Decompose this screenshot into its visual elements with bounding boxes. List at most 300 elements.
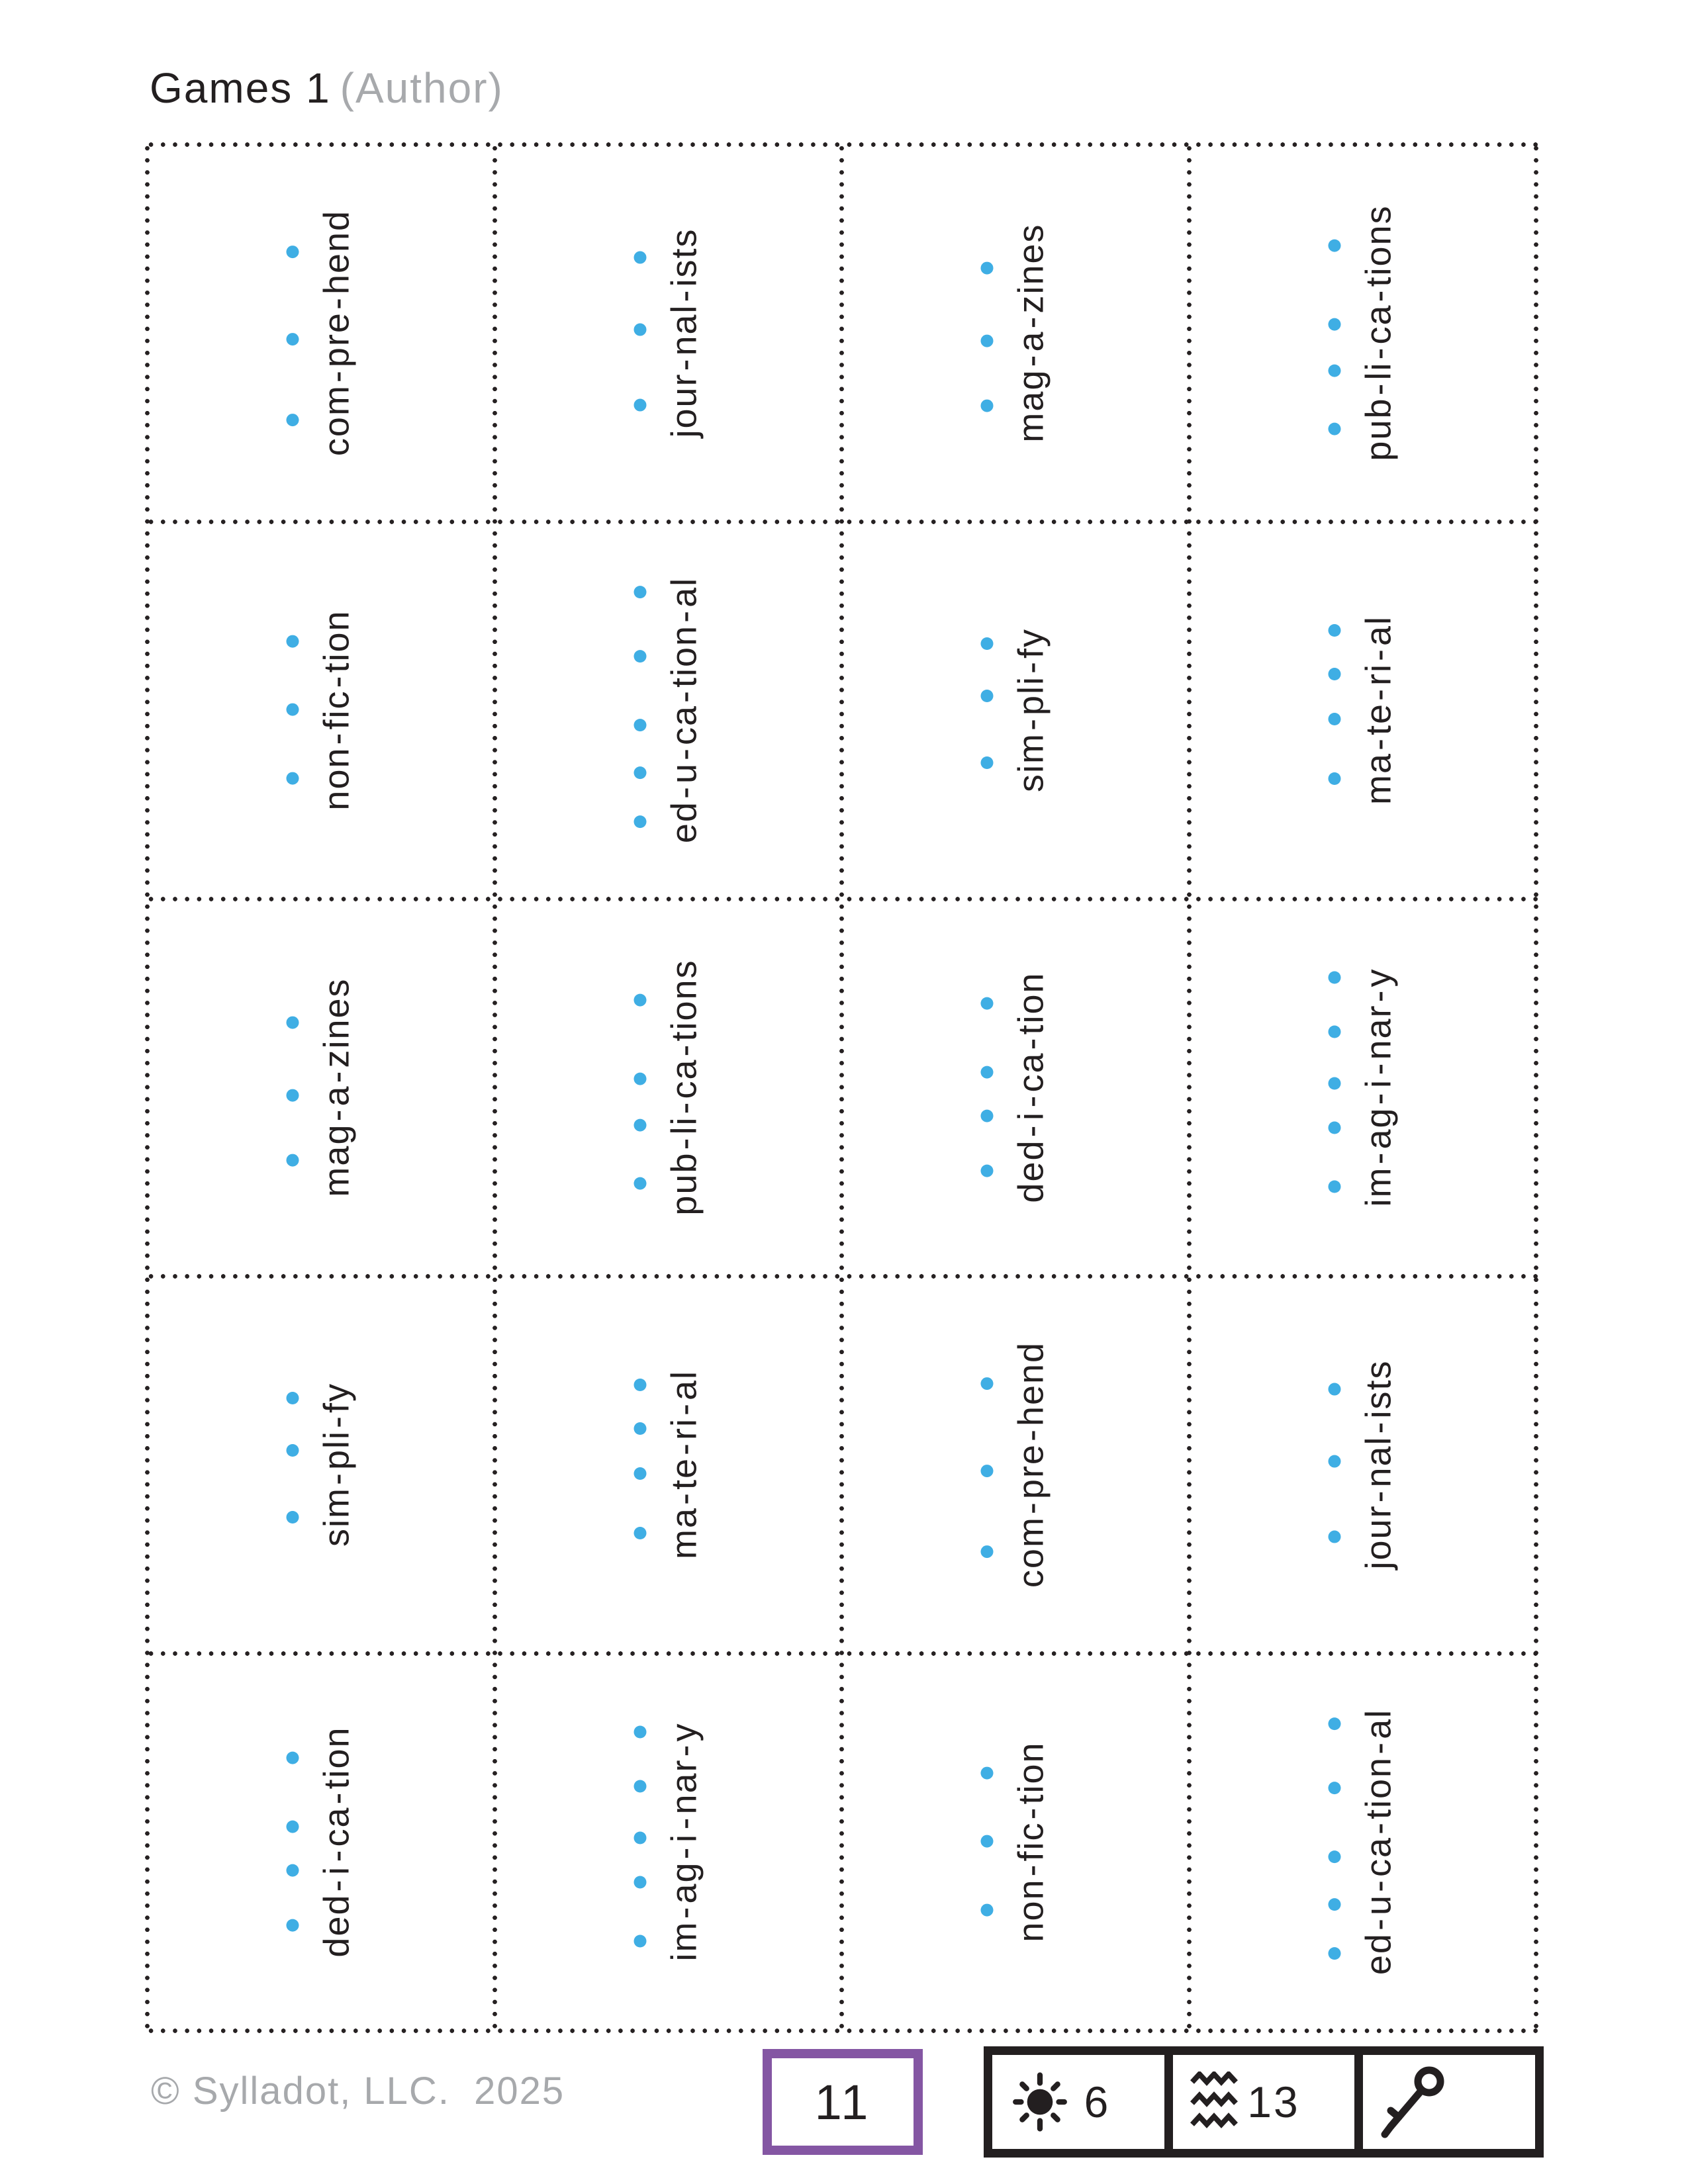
syllable-row	[633, 228, 702, 437]
syllable-card	[147, 1276, 494, 1653]
rotated-word	[1328, 1359, 1399, 1570]
syllable-text: sim	[316, 1487, 357, 1547]
syllable-text: fic	[316, 690, 357, 730]
syllable-hyphen: -	[1358, 737, 1399, 751]
rotated-word	[981, 972, 1049, 1203]
syllable-card	[1189, 522, 1536, 899]
syllable	[287, 1893, 355, 1957]
syllable-hyphen: -	[664, 1043, 704, 1057]
rotated-word	[981, 1741, 1049, 1942]
syllable-dot-icon	[633, 719, 646, 731]
syllable-text: u	[1358, 1894, 1399, 1916]
syllable-dot-icon	[981, 1835, 994, 1848]
syllable-card	[147, 522, 494, 899]
syllable-text: i	[1358, 1078, 1399, 1088]
syllable-text: al	[1358, 1708, 1399, 1739]
syllable-row	[1328, 1359, 1399, 1570]
syllable	[287, 312, 355, 367]
syllable	[1328, 1107, 1399, 1150]
syllable-text: ca	[1358, 304, 1399, 345]
syllable-text: ded	[1011, 1139, 1051, 1203]
syllable-dot-icon	[1328, 1782, 1340, 1794]
syllable-dot-icon	[287, 772, 299, 785]
syllable-dot-icon	[1328, 1122, 1340, 1134]
sun-icon	[1009, 2071, 1070, 2132]
syllable-hyphen: -	[664, 609, 704, 623]
syllable-row	[981, 1342, 1049, 1588]
syllable-text: y	[664, 1722, 704, 1742]
syllable-text: ca	[1358, 1836, 1399, 1878]
syllable-text: li	[664, 1116, 704, 1135]
syllable-row	[633, 1370, 702, 1559]
legend-sun-cell	[992, 2055, 1164, 2149]
syllable-text: ca	[1011, 1052, 1051, 1093]
syllable-dot-icon	[1328, 772, 1340, 785]
syllable-text: ca	[316, 1806, 357, 1847]
syllable-dot-icon	[633, 1935, 646, 1948]
syllable-text: ists	[1358, 1359, 1399, 1419]
syllable	[1328, 1933, 1399, 1976]
syllable-dot-icon	[981, 756, 994, 769]
syllable-dot-icon	[981, 262, 994, 275]
dotted-grid-line-vertical	[1534, 142, 1538, 2033]
syllable-text: ma	[1358, 752, 1399, 805]
syllable-card	[494, 1653, 842, 2030]
syllable-row	[1328, 1708, 1399, 1976]
syllable-hyphen: -	[1011, 1428, 1051, 1442]
syllable-dot-icon	[981, 1766, 994, 1779]
syllable-row	[633, 959, 702, 1215]
syllable	[1328, 702, 1399, 736]
syllable-hyphen: -	[1358, 648, 1399, 661]
syllable-text: ma	[664, 1507, 704, 1560]
syllable-dot-icon	[633, 1467, 646, 1480]
syllable-text: jour	[664, 373, 704, 438]
syllable-dot-icon	[1328, 1383, 1340, 1395]
syllable-dot-icon	[633, 994, 646, 1007]
rotated-word	[1328, 968, 1399, 1207]
syllable	[1328, 1894, 1399, 1916]
syllable-row	[981, 1741, 1049, 1942]
syllable-hyphen: -	[316, 1415, 357, 1428]
syllable	[633, 1370, 702, 1400]
syllable-text: jour	[1358, 1504, 1399, 1570]
syllable-dot-icon	[633, 324, 646, 336]
syllable	[981, 1139, 1049, 1203]
syllable-dot-icon	[287, 414, 299, 427]
syllable-text: ag	[664, 1861, 704, 1904]
syllable-text: com	[1011, 1516, 1051, 1588]
rotated-word	[981, 628, 1049, 792]
syllable-dot-icon	[1328, 713, 1340, 725]
syllable	[981, 1342, 1049, 1426]
rotated-word	[633, 1722, 702, 1961]
syllable-text: tions	[664, 959, 704, 1042]
syllable	[287, 1726, 355, 1789]
dotted-grid-line-vertical	[145, 142, 150, 2033]
syllable-text: ists	[664, 228, 704, 287]
syllable	[981, 1741, 1049, 1804]
syllable-hyphen: -	[1358, 1091, 1399, 1105]
syllable-text: tion	[664, 624, 704, 688]
syllable	[633, 577, 702, 608]
page-title	[150, 65, 504, 111]
syllable-hyphen: -	[664, 1492, 704, 1505]
syllable-dot-icon	[633, 816, 646, 829]
syllable-dot-icon	[981, 1165, 994, 1177]
syllable	[287, 1085, 355, 1106]
syllable-hyphen: -	[1011, 1036, 1051, 1050]
syllable-dot-icon	[287, 1444, 299, 1457]
syllable-hyphen: -	[1358, 1151, 1399, 1165]
syllable	[287, 210, 355, 295]
syllable-dot-icon	[981, 637, 994, 650]
syllable-hyphen: -	[1358, 346, 1399, 360]
syllable-dot-icon	[1328, 668, 1340, 681]
syllable-text: i	[1011, 1111, 1051, 1120]
syllable-text: al	[1358, 615, 1399, 647]
rotated-word	[1328, 1708, 1399, 1976]
syllable-dot-icon	[287, 1511, 299, 1524]
syllable-text: mag	[316, 1123, 357, 1197]
syllable	[981, 733, 1049, 792]
syllable	[1328, 1166, 1399, 1207]
syllable-row	[633, 577, 702, 843]
syllable	[287, 1487, 355, 1547]
key-icon	[1380, 2063, 1446, 2141]
waves-icon	[1190, 2071, 1247, 2132]
syllable-hyphen: -	[1358, 687, 1399, 701]
syllable	[287, 1430, 355, 1470]
syllable-hyphen: -	[1358, 1879, 1399, 1892]
syllable	[1328, 663, 1399, 686]
page-title-text: Games 1	[150, 64, 331, 112]
syllable	[633, 1921, 702, 1962]
syllable-hyphen: -	[664, 1441, 704, 1455]
syllable-dot-icon	[981, 997, 994, 1009]
syllable	[633, 1722, 702, 1741]
syllable	[287, 1383, 355, 1413]
syllable-hyphen: -	[1011, 717, 1051, 731]
syllable-dot-icon	[1328, 423, 1340, 435]
syllable	[633, 1507, 702, 1559]
syllable-text: pre	[1011, 1443, 1051, 1500]
syllable-dot-icon	[287, 1864, 299, 1877]
syllable-card	[841, 522, 1189, 899]
syllable-dot-icon	[287, 635, 299, 647]
syllable-text: mag	[1011, 369, 1051, 443]
dotted-grid-line-vertical	[492, 142, 497, 2033]
syllable-hyphen: -	[664, 1136, 704, 1150]
rotated-word	[1328, 615, 1399, 805]
rotated-word	[287, 1383, 355, 1547]
syllable-dot-icon	[1328, 1181, 1340, 1193]
page-title-subtitle: (Author)	[340, 64, 504, 112]
syllable-card	[841, 144, 1189, 522]
syllable	[981, 972, 1049, 1034]
syllable-text: fy	[316, 1383, 357, 1414]
syllable	[633, 1116, 702, 1135]
syllable-dot-icon	[981, 1377, 994, 1390]
syllable-card	[147, 144, 494, 522]
syllable-text: ca	[664, 704, 704, 746]
syllable-text: pli	[316, 1430, 357, 1471]
syllable-dot-icon	[633, 767, 646, 780]
syllable-text: tion	[1358, 1756, 1399, 1819]
syllable-text: fy	[1011, 628, 1051, 659]
syllable-text: nar	[664, 1758, 704, 1815]
syllable-text: ed	[664, 801, 704, 844]
syllable-row	[981, 972, 1049, 1203]
syllable	[1328, 397, 1399, 461]
syllable-hyphen: -	[316, 1878, 357, 1892]
rotated-word	[287, 210, 355, 456]
syllable-text: nar	[1358, 1004, 1399, 1060]
syllable-hyphen: -	[664, 1743, 704, 1757]
syllable	[1328, 1836, 1399, 1878]
syllable-dot-icon	[1328, 318, 1340, 331]
rotated-word	[287, 978, 355, 1197]
syllable	[287, 690, 355, 729]
syllable-text: ag	[1358, 1107, 1399, 1150]
syllable	[287, 610, 355, 672]
syllable-hyphen: -	[664, 1816, 704, 1830]
syllable-hyphen: -	[1358, 289, 1399, 302]
syllable-dot-icon	[1328, 1077, 1340, 1089]
syllable-hyphen: -	[1358, 1489, 1399, 1503]
syllable-dot-icon	[1328, 1850, 1340, 1863]
syllable-dot-icon	[1328, 1948, 1340, 1960]
syllable-hyphen: -	[1358, 1821, 1399, 1835]
syllable-card	[494, 522, 842, 899]
syllable-hyphen: -	[316, 1791, 357, 1805]
syllable	[981, 1110, 1049, 1122]
syllable	[1328, 1004, 1399, 1060]
syllable-card	[1189, 1276, 1536, 1653]
syllable-dot-icon	[981, 335, 994, 347]
syllable-hyphen: -	[1358, 989, 1399, 1003]
syllable-dot-icon	[287, 1154, 299, 1167]
syllable-row	[287, 610, 355, 810]
syllable-dot-icon	[981, 1465, 994, 1478]
syllable	[1328, 361, 1399, 381]
legend-box	[984, 2046, 1544, 2158]
syllable-dot-icon	[633, 1780, 646, 1793]
syllable-dot-icon	[981, 1546, 994, 1559]
syllable-text: ri	[664, 1418, 704, 1440]
syllable-card	[147, 1653, 494, 2030]
syllable-text: hend	[316, 209, 357, 295]
syllable-dot-icon	[287, 1392, 299, 1404]
syllable	[633, 1418, 702, 1440]
syllable-text: i	[664, 1833, 704, 1843]
syllable-hyphen: -	[1011, 1863, 1051, 1877]
syllable-hyphen: -	[316, 369, 357, 383]
syllable	[287, 385, 355, 456]
syllable-dot-icon	[287, 704, 299, 716]
dotted-grid-line-vertical	[1187, 142, 1192, 2033]
syllable-text: ca	[664, 1058, 704, 1099]
syllable-hyphen: -	[316, 1472, 357, 1486]
syllable-text: fic	[1011, 1821, 1051, 1862]
syllable	[287, 1864, 355, 1877]
syllable-card	[1189, 1653, 1536, 2030]
syllable-row	[633, 1722, 702, 1961]
legend-key-cell	[1363, 2055, 1535, 2149]
syllable-card	[841, 1276, 1189, 1653]
dotted-grid-line-vertical	[839, 142, 844, 2033]
syllable	[633, 959, 702, 1041]
syllable-hyphen: -	[664, 747, 704, 760]
syllable-hyphen: -	[1358, 1420, 1399, 1434]
rotated-word	[633, 228, 702, 437]
syllable-text: im	[664, 1921, 704, 1962]
syllable-row	[287, 1726, 355, 1957]
syllable-dot-icon	[1328, 971, 1340, 983]
syllable	[981, 369, 1049, 443]
syllable	[981, 628, 1049, 659]
syllable-row	[981, 628, 1049, 792]
syllable-text: tions	[1358, 205, 1399, 287]
syllable-dot-icon	[287, 1017, 299, 1029]
syllable	[1328, 1708, 1399, 1739]
syllable-dot-icon	[633, 1379, 646, 1392]
syllable	[981, 1821, 1049, 1861]
syllable-dot-icon	[1328, 625, 1340, 637]
syllable-text: pub	[1358, 397, 1399, 461]
syllable-text: tion	[316, 1726, 357, 1790]
syllable-hyphen: -	[1011, 1124, 1051, 1138]
syllable	[633, 1861, 702, 1903]
syllable-hyphen: -	[316, 674, 357, 688]
syllable-row	[981, 223, 1049, 442]
syllable-hyphen: -	[316, 731, 357, 745]
syllable	[633, 304, 702, 355]
syllable-dot-icon	[1328, 1455, 1340, 1468]
syllable-dot-icon	[633, 399, 646, 412]
syllable	[981, 676, 1049, 715]
syllable-dot-icon	[287, 1919, 299, 1932]
syllable	[1328, 205, 1399, 287]
rotated-word	[287, 1726, 355, 1957]
syllable-hyphen: -	[664, 1846, 704, 1860]
syllable-hyphen: -	[1011, 660, 1051, 674]
syllable	[1328, 1756, 1399, 1819]
syllable-text: li	[1358, 361, 1399, 381]
syllable	[633, 1457, 702, 1490]
syllable-hyphen: -	[1011, 1806, 1051, 1820]
syllable-row	[1328, 205, 1399, 461]
syllable-dot-icon	[287, 334, 299, 346]
syllable	[633, 705, 702, 745]
syllable-dot-icon	[981, 1066, 994, 1079]
syllable-hyphen: -	[664, 1101, 704, 1115]
syllable-dot-icon	[1328, 240, 1340, 252]
syllable-dot-icon	[633, 1876, 646, 1889]
syllable-hyphen: -	[664, 1905, 704, 1919]
syllable-text: im	[1358, 1166, 1399, 1207]
syllable	[633, 373, 702, 437]
syllable-hyphen: -	[664, 289, 704, 302]
syllable-dot-icon	[1328, 1899, 1340, 1911]
syllable-text: a	[316, 1085, 357, 1107]
syllable-text: sim	[1011, 733, 1051, 792]
syllable-dot-icon	[981, 1110, 994, 1122]
syllable-text: te	[664, 1457, 704, 1490]
syllable-dot-icon	[633, 251, 646, 263]
syllable	[981, 1443, 1049, 1499]
syllable	[287, 747, 355, 810]
syllable-hyphen: -	[1358, 1917, 1399, 1931]
syllable-card	[147, 899, 494, 1276]
syllable-dot-icon	[1328, 365, 1340, 377]
syllable-hyphen: -	[1358, 382, 1399, 396]
syllable-row	[287, 978, 355, 1197]
syllable	[287, 1806, 355, 1846]
syllable	[1328, 1077, 1399, 1089]
syllable-hyphen: -	[664, 1402, 704, 1416]
syllable	[981, 223, 1049, 313]
syllable	[1328, 615, 1399, 647]
page-number-box	[763, 2049, 923, 2155]
copyright-text: © Sylladot, LLC. 2025	[151, 2070, 565, 2113]
syllable	[633, 1831, 702, 1844]
syllable-text: hend	[1011, 1341, 1051, 1427]
syllable-text: non	[1011, 1878, 1051, 1942]
syllable-card	[841, 899, 1189, 1276]
syllable	[633, 625, 702, 688]
syllable-text: i	[316, 1866, 357, 1875]
syllable-hyphen: -	[664, 786, 704, 799]
syllable	[1328, 968, 1399, 987]
syllable	[633, 801, 702, 843]
syllable-dot-icon	[1328, 1531, 1340, 1543]
syllable-card	[1189, 144, 1536, 522]
syllable-dot-icon	[633, 1177, 646, 1190]
syllable-hyphen: -	[664, 689, 704, 703]
syllable-text: u	[664, 762, 704, 784]
syllable	[981, 1052, 1049, 1092]
syllable-card	[494, 144, 842, 522]
syllable	[1328, 1359, 1399, 1419]
syllable-text: tion	[316, 610, 357, 673]
syllable	[1328, 304, 1399, 345]
syllable-text: non	[316, 747, 357, 811]
syllable-text: zines	[316, 978, 357, 1068]
syllable-card	[494, 899, 842, 1276]
syllable-dot-icon	[981, 690, 994, 702]
syllable	[287, 978, 355, 1068]
syllable-dot-icon	[981, 1904, 994, 1917]
syllable-card	[1189, 899, 1536, 1276]
syllable-text: ded	[316, 1893, 357, 1958]
rotated-word	[981, 1342, 1049, 1588]
waves-count: 13	[1247, 2077, 1300, 2126]
syllable-hyphen: -	[316, 1848, 357, 1862]
syllable-text: ri	[1358, 663, 1399, 686]
syllable	[981, 1878, 1049, 1942]
syllable	[981, 330, 1049, 351]
syllable-dot-icon	[287, 1821, 299, 1833]
syllable-hyphen: -	[1011, 315, 1051, 329]
syllable	[1328, 752, 1399, 805]
syllable-text: al	[664, 1369, 704, 1401]
syllable-hyphen: -	[316, 1069, 357, 1083]
syllable-hyphen: -	[1011, 353, 1051, 367]
syllable-dot-icon	[287, 1089, 299, 1102]
rotated-word	[1328, 205, 1399, 461]
syllable-hyphen: -	[316, 296, 357, 310]
